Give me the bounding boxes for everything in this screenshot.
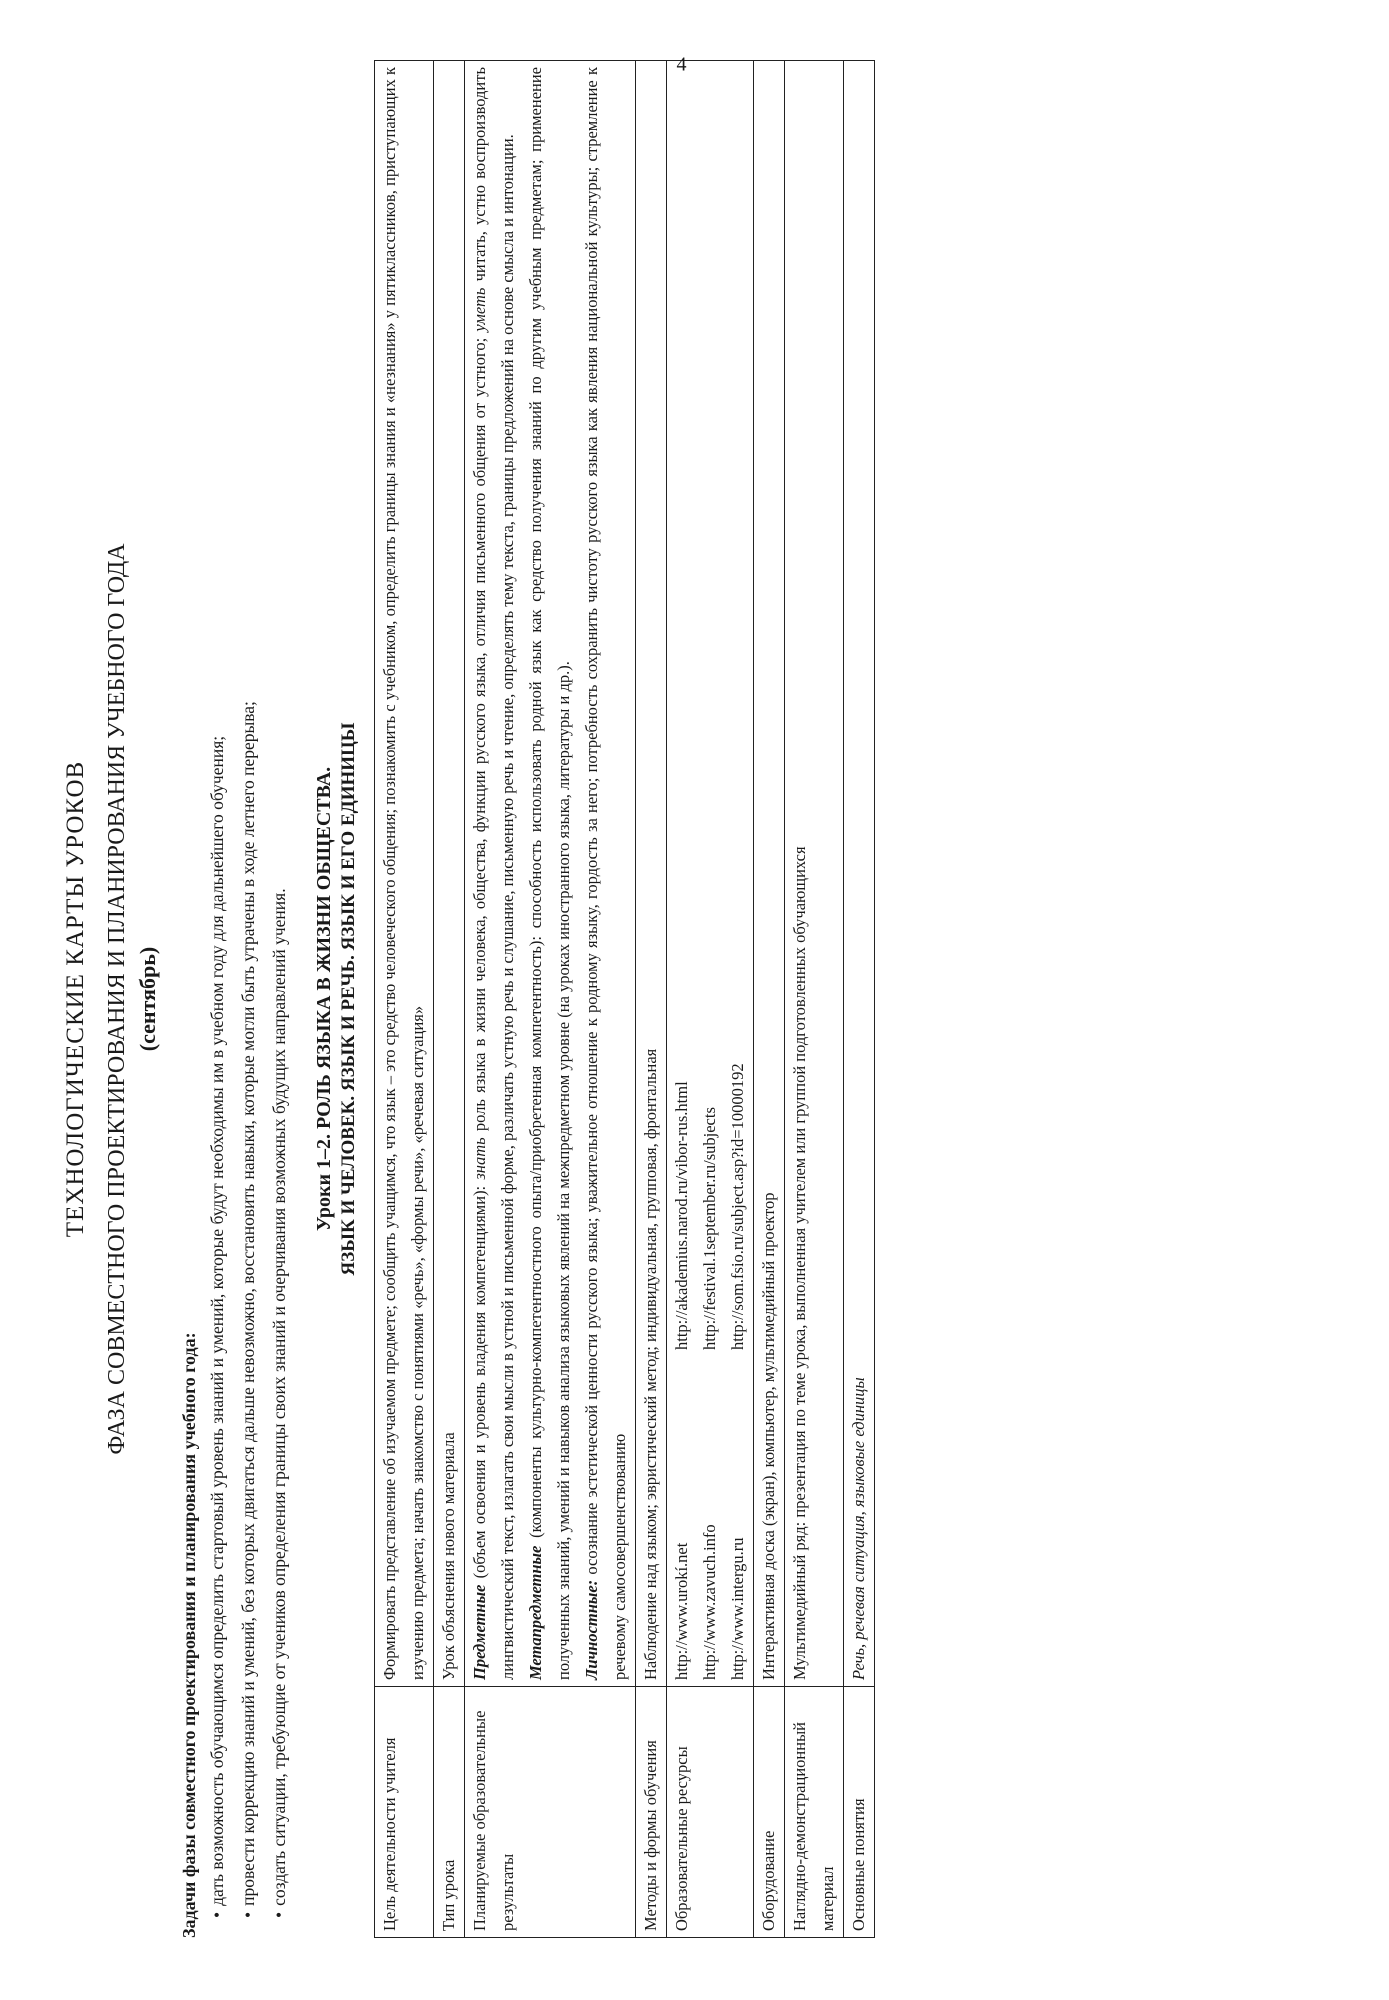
lesson-card-table (374, 60, 875, 1938)
equipment-text: Интерактивная доска (экран), компьютер, мультимедийный проектор (754, 61, 785, 1687)
lesson-title: Уроки 1–2. РОЛЬ ЯЗЫКА В ЖИЗНИ ОБЩЕСТВА. (313, 766, 335, 1232)
table-row-concepts (844, 61, 875, 1938)
resource-link[interactable]: http://akademius.narod.ru/vibor-rus.html (672, 1081, 691, 1350)
table-row-type (434, 61, 465, 1938)
type-text: Урок объяснения нового материала (434, 61, 465, 1687)
task-text-2: провести коррекцию знаний и умений, без которых двигаться дальше невозможно, восстановить навыки, которые могли быть утрачены в ходе летнего перерыва; (238, 701, 258, 1906)
page-number: 4 (676, 53, 687, 76)
bullet-icon: • (238, 1911, 258, 1918)
resource-link[interactable]: http://www.urokí.net (672, 1542, 691, 1680)
resources-column-a (668, 1350, 752, 1680)
table-row-goal (375, 61, 434, 1938)
goal-label: Цель деятельности учителя (375, 1687, 434, 1938)
subject-results (466, 67, 522, 1680)
personal-results (578, 67, 634, 1680)
page-content (62, 60, 875, 1938)
task-item-3 (264, 60, 295, 1938)
phase-title: ФАЗА СОВМЕСТНОГО ПРОЕКТИРОВАНИЯ И ПЛАНИРОВАНИЯ УЧЕБНОГО ГОДА (104, 543, 130, 1455)
meta-results (522, 67, 578, 1680)
table-row-equipment (754, 61, 785, 1938)
resources-cell (667, 61, 754, 1687)
resources-label: Образовательные ресурсы (667, 1687, 754, 1938)
task-item-2 (233, 60, 264, 1938)
tasks-heading: Задачи фазы совместного проектирования и планирования учебного года: (179, 1332, 199, 1938)
concepts-label: Основные понятия (844, 1687, 875, 1938)
resource-link[interactable]: http://festival.1september.ru/subjects (700, 1107, 719, 1350)
table-row-methods (636, 61, 667, 1938)
subject-head: Предметные (470, 1584, 489, 1680)
subject-text-3: читать, устно воспроизводить лингвистический текст, излагать свои мысли в устной и письменной форме, различать устную речь и слушание, письменную речь и чтение, определять тему текста, границы предложений на основе смысла и интонации. (470, 67, 517, 1680)
document-title: ТЕХНОЛОГИЧЕСКИЕ КАРТЫ УРОКОВ (62, 760, 89, 1238)
methods-label: Методы и формы обучения (636, 1687, 667, 1938)
table-row-resources (667, 61, 754, 1938)
resources-column-b (668, 67, 752, 1350)
tasks-list (202, 60, 295, 1938)
concepts-cell (844, 61, 875, 1687)
table-row-visual (785, 61, 844, 1938)
visual-label: Наглядно-демонстрационный материал (785, 1687, 844, 1938)
lesson-subtitle: ЯЗЫК И ЧЕЛОВЕК. ЯЗЫК И РЕЧЬ. ЯЗЫК И ЕГО ЕДИНИЦЫ (338, 722, 359, 1276)
table-row-results (465, 61, 636, 1938)
month-label: (сентябрь) (135, 946, 160, 1052)
meta-head: Метапредметные (526, 1545, 545, 1680)
task-item-1 (202, 60, 233, 1938)
methods-text: Наблюдение над языком; эвристический метод; индивидуальная, групповая, фронтальная (636, 61, 667, 1687)
results-cell (465, 61, 636, 1687)
goal-text: Формировать представление об изучаемом предмете; сообщить учащимся, что язык – это средство человеческого общения; познакомить с учебником, определить границы знания и «незнания» у пятиклассников, приступающих к изучению предмета; начать знакомство с понятиями «речь», «формы речи», «речевая ситуация» (375, 61, 434, 1687)
subject-text-2: роль языка в жизни человека, общества, функции русского языка, отличия письменного общения от устного; (470, 331, 489, 1138)
subject-know: знать (470, 1137, 489, 1180)
resource-link[interactable]: http://www.zavuch.info (700, 1524, 719, 1680)
equipment-label: Оборудование (754, 1687, 785, 1938)
type-label: Тип урока (434, 1687, 465, 1938)
subject-can: уметь (470, 287, 489, 332)
bullet-icon: • (207, 1911, 227, 1918)
resource-link[interactable]: http://som.fsio.ru/subject.asp?id=10000192 (728, 1063, 747, 1350)
resources-links (668, 67, 752, 1680)
meta-text: (компоненты культурно-компетентностного опыта/приобретенная компетентность): способность использовать родной язык как средство получения знаний по другим учебным предметам; применение полученных знаний, умений и навыков анализа языковых явлений на межпредметном уровне (на уроках иностранного языка, литературы и др.). (526, 67, 573, 1680)
results-label: Планируемые образовательные результаты (465, 1687, 636, 1938)
task-text-3: создать ситуации, требующие от учеников определения границы своих знаний и очерчивания возможных будущих направлений учения. (269, 888, 289, 1906)
personal-head: Личностные: (582, 1579, 601, 1680)
subject-text-1: (объем освоения и уровень владения компетенциями): (470, 1179, 489, 1585)
concepts-text: Речь, речевая ситуация, языковые единицы (849, 1377, 868, 1680)
bullet-icon: • (269, 1911, 289, 1918)
personal-text: осознание эстетической ценности русского языка; уважительное отношение к родному языку, гордость за него; потребность сохранить чистоту русского языка как явления национальной культуры; стремление к речевому самосовершенствованию (582, 67, 629, 1680)
resource-link[interactable]: http://www.intergu.ru (728, 1537, 747, 1680)
visual-text: Мультимедийный ряд: презентация по теме урока, выполненная учителем или группой подготовленных обучающихся (785, 61, 844, 1687)
task-text-1: дать возможность обучающимся определить стартовый уровень знаний и умений, которые будут необходимы им в учебном году для дальнейшего обучения; (207, 735, 227, 1906)
